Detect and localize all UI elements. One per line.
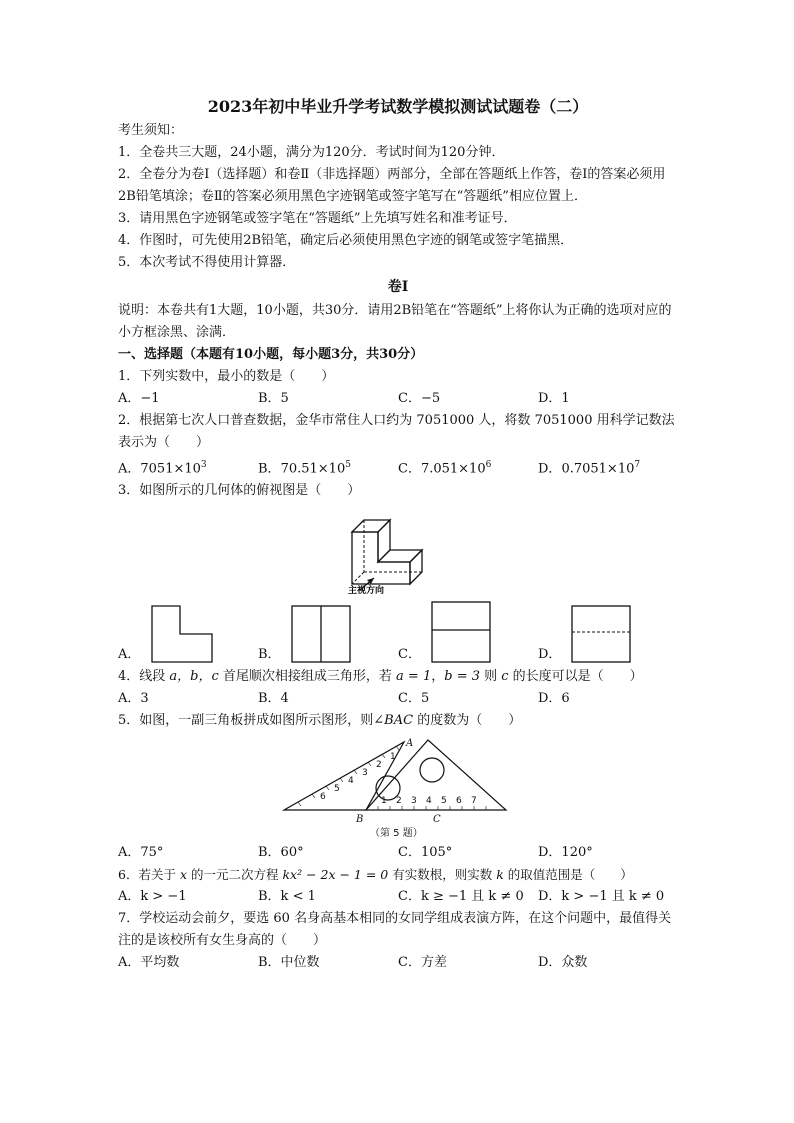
option-a[interactable]: A．3	[118, 691, 149, 707]
exam-title: 2023年初中毕业升学考试数学模拟测试试题卷（二）	[207, 97, 589, 116]
question-5-options	[118, 842, 678, 864]
notice-block	[118, 120, 678, 274]
notice-item: 1．全卷共三大题，24小题，满分为120分．考试时间为120分钟．	[118, 145, 505, 160]
option-a[interactable]: A．平均数	[118, 955, 180, 971]
option-d[interactable]: D．k > −1 且 k ≠ 0	[538, 889, 665, 905]
option-c[interactable]: C．k ≥ −1 且 k ≠ 0	[398, 889, 524, 905]
question-6-stem: 6．若关于 x 的一元二次方程 kx² − 2x − 1 = 0 有实数根，则实数 k 的取值范围是（ ）	[118, 867, 633, 883]
option-b[interactable]: B．4	[258, 691, 289, 707]
ruler-mark: 5	[334, 784, 340, 795]
option-c[interactable]: C．−5	[398, 391, 441, 406]
question-4-stem: 4．线段 a，b，c 首尾顺次相接组成三角形，若 a = 1，b = 3 则 c 的长度可以是（ ）	[118, 669, 643, 685]
option-b[interactable]: B．60°	[258, 845, 304, 861]
option-b[interactable]: B．5	[258, 391, 289, 406]
option-c[interactable]: C．5	[398, 691, 430, 707]
question-3-figure	[118, 502, 678, 594]
option-d[interactable]: D．6	[538, 691, 570, 707]
option-b[interactable]: B．k < 1	[258, 889, 316, 905]
question-5-figure	[118, 732, 678, 842]
section-title: 卷Ⅰ	[387, 279, 409, 295]
part-heading: 一、选择题（本题有10小题，每小题3分，共30分）	[118, 347, 424, 362]
option-b[interactable]: B．中位数	[258, 955, 320, 971]
ruler-mark: 3	[362, 768, 368, 779]
question-3-stem: 3．如图所示的几何体的俯视图是（ ）	[118, 483, 361, 499]
option-c[interactable]: C．$7.051\times 10^6$	[398, 460, 492, 477]
question-5-stem: 5．如图，一副三角板拼成如图所示图形，则∠BAC 的度数为（ ）	[118, 713, 522, 729]
option-d[interactable]: D．120°	[538, 845, 593, 861]
question-1-stem: 1．下列实数中，最小的数是（ ）	[118, 369, 335, 384]
figure-5-caption: （第 5 题）	[370, 828, 423, 840]
option-d[interactable]: D．众数	[538, 955, 588, 971]
question-6-options	[118, 886, 678, 908]
exam-page	[118, 96, 678, 974]
dashed-split-view-icon	[568, 600, 638, 666]
option-a[interactable]: A．$7051\times 10^3$	[118, 460, 207, 477]
option-a[interactable]: A．75°	[118, 845, 164, 861]
ruler-mark: 4	[348, 776, 354, 787]
ruler-mark: 2	[396, 796, 402, 807]
option-c[interactable]: C．105°	[398, 845, 453, 861]
option-c[interactable]: C．方差	[398, 955, 447, 971]
point-c-label: C	[433, 814, 441, 826]
option-a[interactable]: A．−1	[118, 391, 160, 406]
option-a[interactable]: A．	[118, 600, 258, 666]
ruler-mark: 4	[426, 796, 432, 807]
ruler-mark: 6	[320, 792, 326, 803]
notice-item: 4．作图时，可先使用2B铅笔，确定后必须使用黑色字迹的钢笔或签字笔描黑．	[118, 233, 574, 248]
l-shaped-solid-figure	[338, 502, 458, 594]
question-2-stem: 2．根据第七次人口普查数据，金华市常住人口约为 7051000 人，将数 7051000 用科学记数法表示为（ ）	[118, 413, 675, 450]
view-direction-caption: 主视方向	[348, 586, 385, 595]
question-2-options	[118, 454, 678, 480]
ruler-mark: 7	[471, 796, 477, 807]
option-d[interactable]: D．	[538, 600, 678, 666]
option-d[interactable]: D．$0.7051\times 10^7$	[538, 460, 641, 477]
question-4-options	[118, 688, 678, 710]
ruler-mark: 6	[456, 796, 462, 807]
question-7-stem: 7．学校运动会前夕，要选 60 名身高基本相同的女同学组成表演方阵，在这个问题中，最值得关注的是该校所有女生身高的（ ）	[118, 911, 672, 949]
notice-item: 3．请用黑色字迹钢笔或签字笔在“答题纸”上先填写姓名和准考证号．	[118, 211, 517, 226]
option-b[interactable]: B．	[258, 600, 398, 666]
question-1-options	[118, 388, 678, 410]
point-b-label: B	[356, 814, 364, 826]
question-3-options	[118, 594, 678, 666]
split-horizontal-view-icon	[428, 600, 498, 666]
point-a-label: A	[406, 738, 414, 750]
option-a[interactable]: A．k > −1	[118, 889, 187, 905]
notice-item: 5．本次考试不得使用计算器．	[118, 255, 296, 270]
notice-heading: 考生须知：	[118, 123, 184, 138]
ruler-mark: 1	[390, 752, 396, 763]
ruler-mark: 2	[376, 760, 382, 771]
option-b[interactable]: B．$70.51\times 10^5$	[258, 460, 351, 477]
option-c[interactable]: C．	[398, 600, 538, 666]
question-7-options	[118, 952, 678, 974]
section-note: 说明：本卷共有1大题，10小题，共30分．请用2B铅笔在“答题纸”上将你认为正确的选项对应的小方框涂黑、涂满．	[118, 303, 672, 340]
triangle-rulers-figure	[278, 732, 518, 842]
ruler-mark: 3	[411, 796, 417, 807]
l-shape-view-icon	[148, 600, 218, 666]
split-vertical-view-icon	[288, 600, 358, 666]
ruler-mark: 1	[381, 796, 387, 807]
option-d[interactable]: D．1	[538, 391, 570, 406]
notice-item: 2．全卷分为卷Ⅰ（选择题）和卷Ⅱ（非选择题）两部分，全部在答题纸上作答，卷Ⅰ的答案必须用2B铅笔填涂；卷Ⅱ的答案必须用黑色字迹钢笔或签字笔写在“答题纸”相应位置上．	[118, 167, 666, 204]
ruler-mark: 5	[441, 796, 447, 807]
